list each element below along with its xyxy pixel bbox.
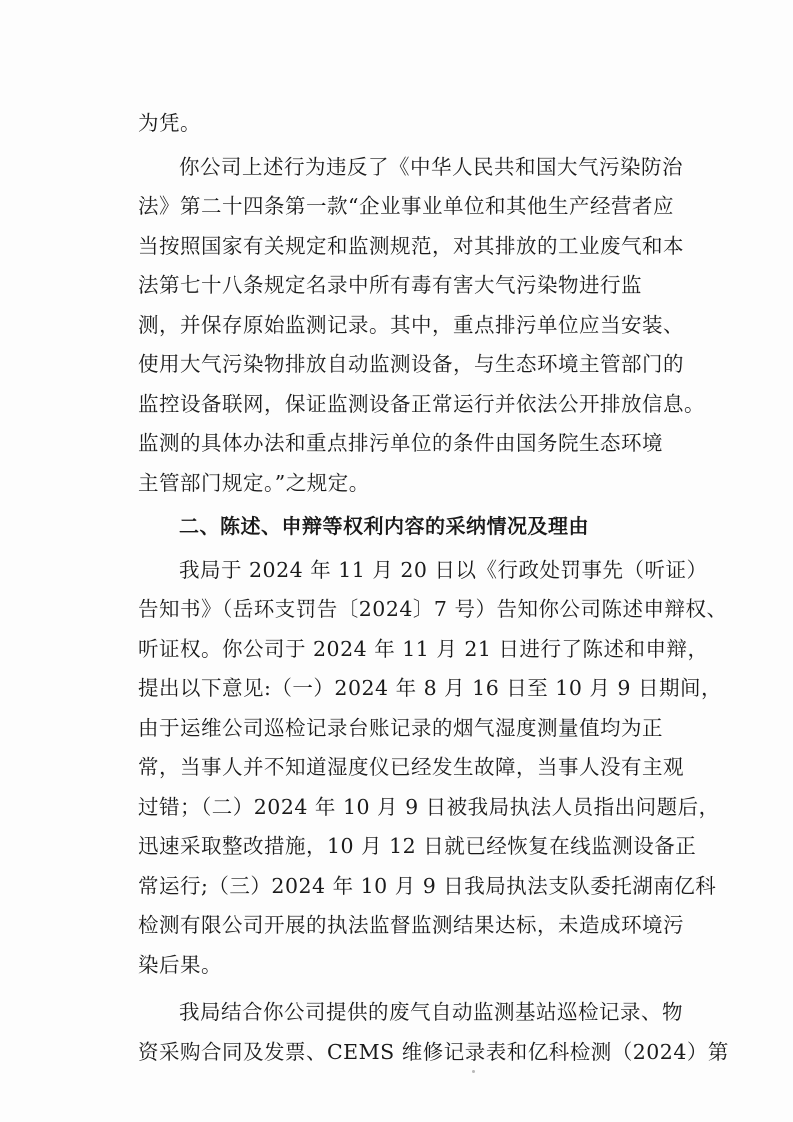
text-line: 告知书》（岳环支罚告〔2024〕7 号）告知你公司陈述申辩权、: [138, 597, 728, 621]
text-line: 我局于 2024 年 11 月 20 日以《行政处罚事先（听证）: [179, 557, 708, 582]
text-line: 法》第二十四条第一款“企业事业单位和其他生产经营者应: [138, 194, 674, 218]
text-line: 听证权。你公司于 2024 年 11 月 21 日进行了陈述和申辩，: [138, 636, 709, 661]
text-line: 常，当事人并不知道湿度仪已经发生故障，当事人没有主观: [138, 755, 684, 779]
paragraph-intro: [138, 104, 678, 144]
paragraph-statement: [138, 551, 728, 986]
text-line: 监控设备联网，保证监测设备正常运行并依法公开排放信息。: [138, 391, 705, 416]
scan-speck: [472, 1070, 475, 1073]
text-line: 常运行;（三）2024 年 10 月 9 日我局执法支队委托湖南亿科: [138, 873, 717, 898]
section-heading: 二、陈述、申辩等权利内容的采纳情况及理由: [179, 514, 589, 538]
text-line: 染后果。: [138, 952, 222, 977]
text-line: 由于运维公司巡检记录台账记录的烟气湿度测量值均为正: [138, 715, 663, 740]
text-line: 迅速采取整改措施，10 月 12 日就已经恢复在线监测设备正: [138, 834, 697, 858]
text-line: 提出以下意见:（一）2024 年 8 月 16 日至 10 月 9 日期间，: [138, 676, 722, 700]
text-line: 法第七十八条规定名录中所有毒有害大气污染物进行监: [138, 273, 642, 297]
document-body: [138, 104, 729, 1072]
text-line: 主管部门规定。”之规定。: [138, 470, 370, 495]
text-line: 当按照国家有关规定和监测规范，对其排放的工业废气和本: [138, 233, 684, 258]
text-line: 过错；（二）2024 年 10 月 9 日被我局执法人员指出问题后，: [138, 794, 720, 819]
text-line: 为凭。: [138, 111, 201, 135]
text-line: 我局结合你公司提供的废气自动监测基站巡检记录、物: [179, 1000, 683, 1024]
text-line: 监测的具体办法和重点排污单位的条件由国务院生态环境: [138, 431, 663, 455]
text-line: 资采购合同及发票、CEMS 维修记录表和亿科检测（2024）第: [138, 1039, 729, 1064]
text-line: 检测有限公司开展的执法监督监测结果达标，未造成环境污: [138, 913, 684, 937]
text-line: 你公司上述行为违反了《中华人民共和国大气污染防治: [179, 154, 683, 179]
paragraph-review: [138, 993, 729, 1072]
text-line: 测，并保存原始监测记录。其中，重点排污单位应当安装、: [138, 312, 684, 337]
text-line: 使用大气污染物排放自动监测设备，与生态环境主管部门的: [138, 352, 684, 376]
paragraph-violation: [138, 148, 705, 504]
